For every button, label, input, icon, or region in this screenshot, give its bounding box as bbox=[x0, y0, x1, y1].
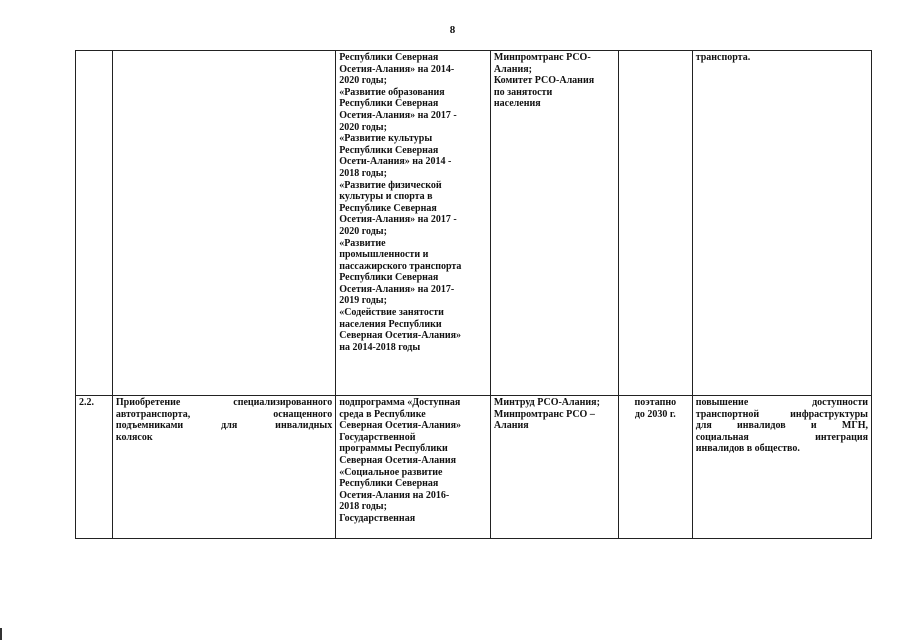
cell-text-line: Минпромтранс РСО- bbox=[493, 52, 591, 63]
cell-text-line: Осетия-Алания» на 2014- bbox=[339, 63, 455, 75]
cell-measure-name bbox=[112, 396, 335, 539]
cell-text-line: по занятости bbox=[493, 86, 553, 98]
cell-text-line: 2018 годы; bbox=[339, 501, 387, 513]
cell-text-line: Осетия-Алания на 2016- bbox=[339, 489, 450, 501]
cell-text-line: инвалидов в общество. bbox=[695, 443, 800, 455]
cell-text-line: населения bbox=[493, 98, 541, 110]
cell-text-line: 2020 годы; bbox=[339, 121, 387, 133]
cell-number bbox=[76, 51, 113, 396]
cell-text-line: 2020 годы; bbox=[339, 75, 387, 87]
cell-text-line: для инвалидов и МГН, bbox=[695, 420, 868, 432]
cell-text-line: Государственная bbox=[339, 512, 416, 524]
cell-text-line: «Развитие культуры bbox=[339, 133, 433, 145]
cell-text-line: Осетия-Алания» на 2017 - bbox=[339, 109, 457, 121]
cell-result bbox=[692, 396, 871, 539]
cell-text-line: «Развитие физической bbox=[339, 179, 442, 191]
cell-term bbox=[618, 51, 692, 396]
cell-text-line: Республики Северная bbox=[339, 52, 439, 63]
cell-text-line: транспортной инфраструктуры bbox=[695, 408, 868, 420]
cell-text-line: «Социальное развитие bbox=[339, 466, 443, 478]
cell-text-line: Алания; bbox=[493, 63, 532, 75]
cell-text-line: Республики Северная bbox=[339, 478, 439, 490]
cell-text-line: транспорта. bbox=[695, 52, 751, 63]
cell-text-line: культуры и спорта в bbox=[339, 191, 433, 203]
cell-text-line: повышение доступности bbox=[695, 397, 868, 408]
cell-text-line: Северная Осетия-Алания» bbox=[339, 330, 462, 342]
cell-text-line: «Содействие занятости bbox=[339, 307, 444, 319]
cell-term bbox=[618, 396, 692, 539]
cell-text-line: пассажирского транспорта bbox=[339, 260, 462, 272]
cell-number: 2.2. bbox=[76, 396, 113, 539]
cell-text-line: Республики Северная bbox=[339, 144, 439, 156]
cell-text-line: Минтруд РСО-Алания; bbox=[493, 397, 600, 408]
cell-text-line: колясок bbox=[115, 431, 153, 443]
cell-text-line: Минпромтранс РСО – bbox=[493, 408, 595, 420]
measures-table bbox=[75, 50, 872, 539]
cell-text-line: Алания bbox=[493, 420, 529, 432]
cell-executor bbox=[490, 51, 618, 396]
scan-edge-mark bbox=[0, 628, 2, 640]
cell-text-line: среда в Республике bbox=[339, 408, 426, 420]
table-row bbox=[76, 51, 872, 396]
cell-executor bbox=[490, 396, 618, 539]
page-number: 8 bbox=[449, 24, 456, 36]
cell-text-line: Осетия-Алания» на 2017 - bbox=[339, 214, 457, 226]
cell-text-line: подъемниками для инвалидных bbox=[115, 420, 333, 432]
cell-text-line: Государственной bbox=[339, 431, 416, 443]
cell-text-line: программы Республики bbox=[339, 443, 448, 455]
cell-text-line: Северная Осетия-Алания bbox=[339, 454, 457, 466]
cell-text-line: Республике Северная bbox=[339, 202, 437, 214]
cell-text-line: 2019 годы; bbox=[339, 295, 387, 307]
cell-result bbox=[692, 51, 871, 396]
cell-text-line: 2018 годы; bbox=[339, 167, 387, 179]
cell-program bbox=[336, 396, 491, 539]
cell-text-line: «Развитие bbox=[339, 237, 386, 249]
cell-text-line: «Развитие образования bbox=[339, 86, 445, 98]
cell-text-line: 2020 годы; bbox=[339, 225, 387, 237]
cell-measure-name bbox=[112, 51, 335, 396]
cell-text-line: на 2014-2018 годы bbox=[339, 341, 421, 353]
cell-text-line: Комитет РСО-Алания bbox=[493, 75, 595, 87]
cell-text-line: социальная интеграция bbox=[695, 431, 868, 443]
table-row bbox=[76, 396, 872, 539]
cell-text-line: Республики Северная bbox=[339, 272, 439, 284]
cell-text-line: населения Республики bbox=[339, 318, 442, 330]
cell-text-line: Республики Северная bbox=[339, 98, 439, 110]
cell-text-line: промышленности и bbox=[339, 249, 429, 261]
cell-text-line: автотранспорта, оснащенного bbox=[115, 408, 333, 420]
cell-text-line: до 2030 г. bbox=[634, 408, 676, 420]
cell-text-line: Осетия-Алания» на 2017- bbox=[339, 283, 455, 295]
cell-text-line: Приобретение специализированного bbox=[115, 397, 333, 408]
cell-program bbox=[336, 51, 491, 396]
cell-text-line: Осети-Алания» на 2014 - bbox=[339, 156, 452, 168]
cell-text-line: подпрограмма «Доступная bbox=[339, 397, 461, 408]
cell-text-line: Северная Осетия-Алания» bbox=[339, 420, 462, 432]
cell-text-line: поэтапно bbox=[634, 397, 677, 408]
